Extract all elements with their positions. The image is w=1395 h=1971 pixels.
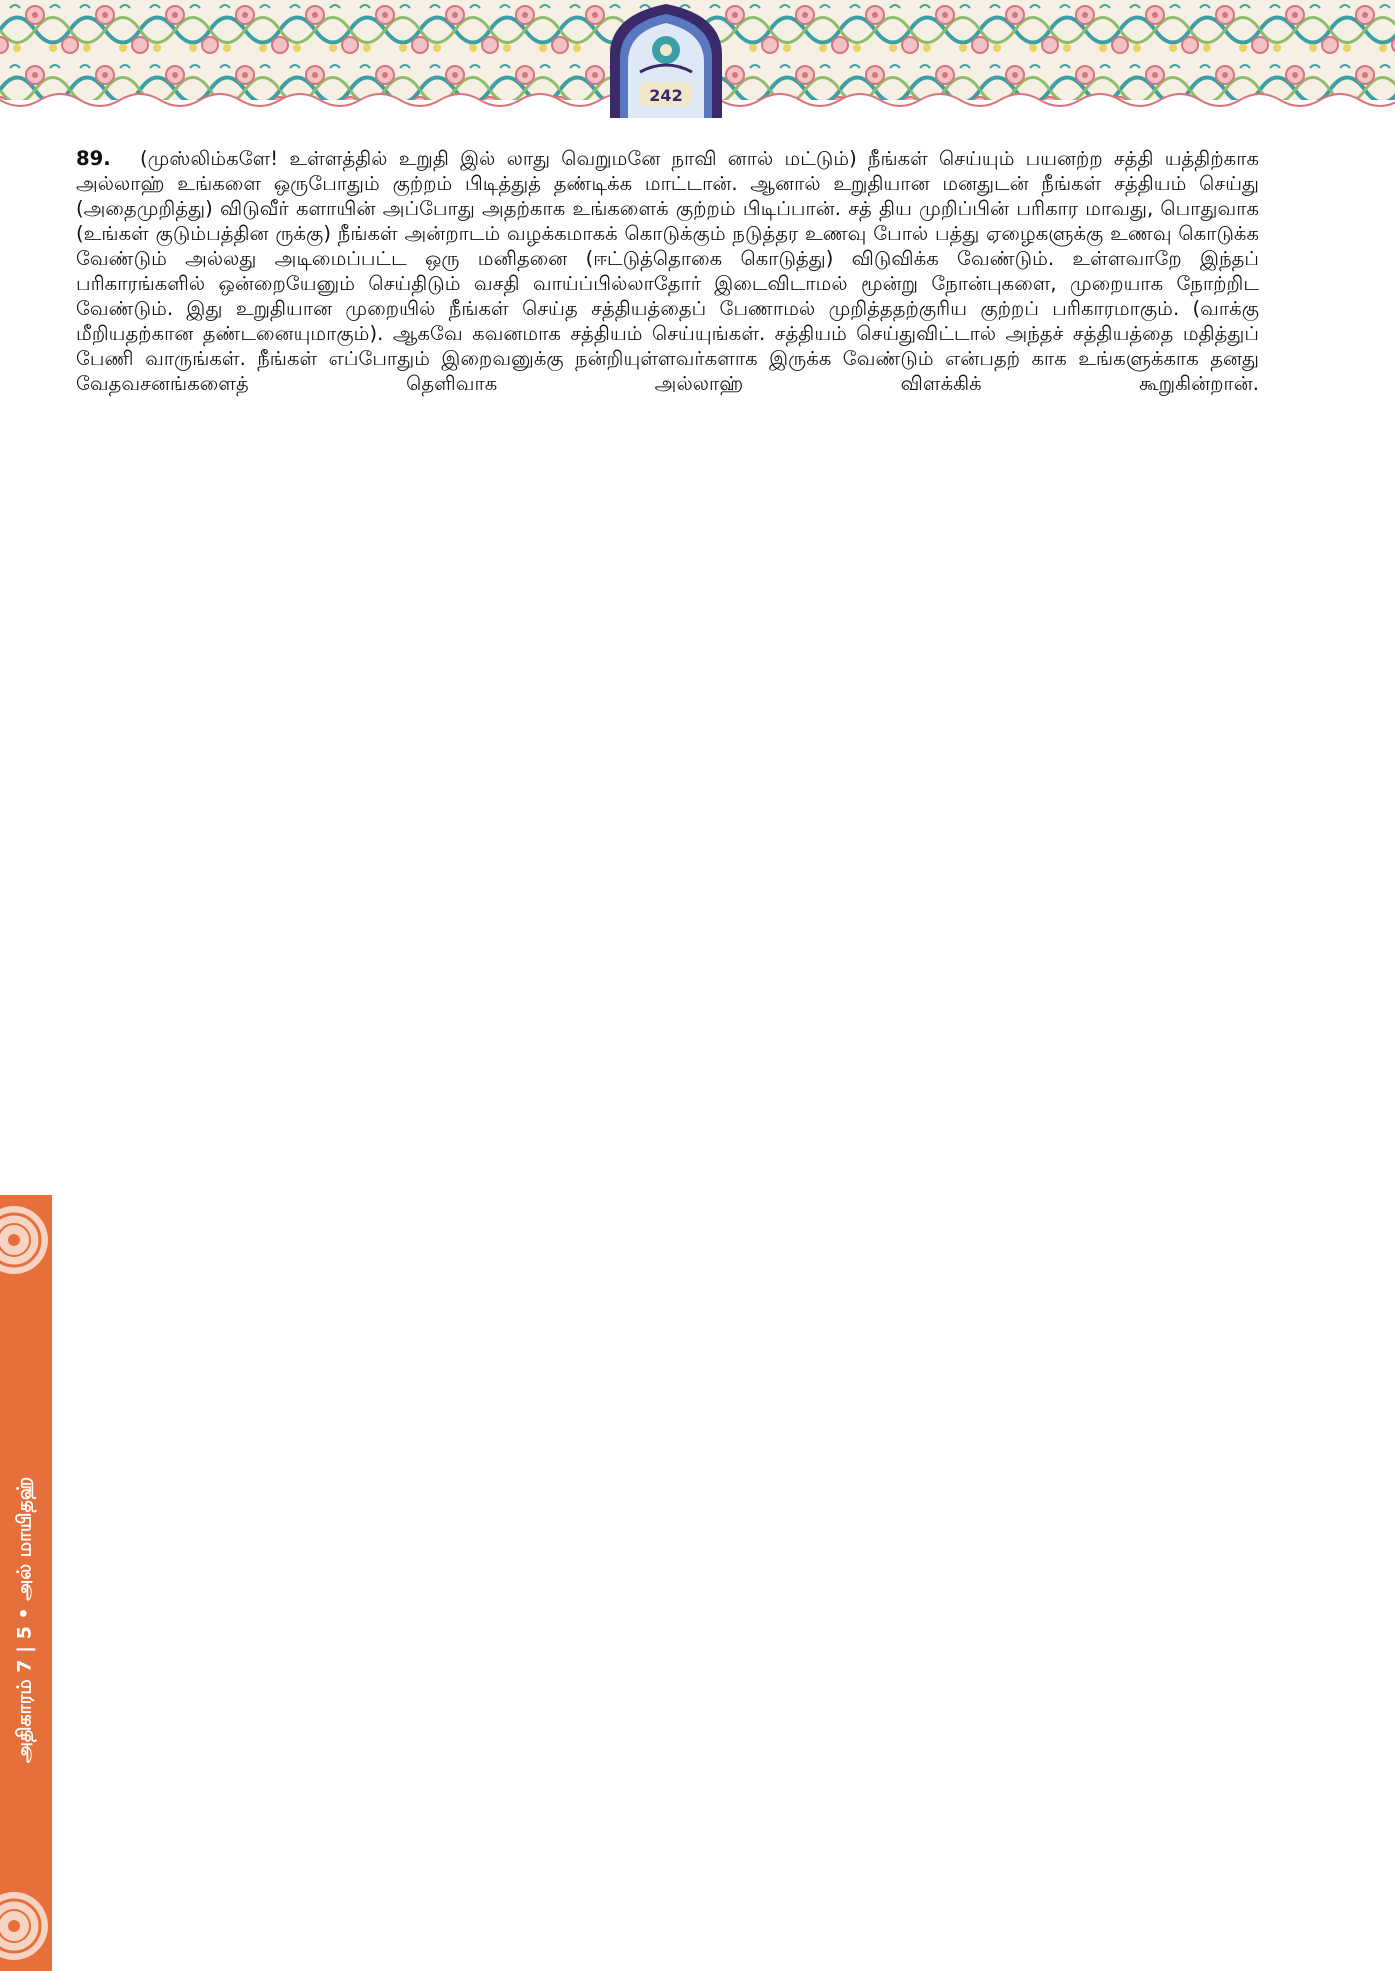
header-ornament-band [0,0,1395,118]
side-ornament-bottom-icon [0,1871,52,1971]
side-ornament-top-icon [0,1195,52,1285]
verse-paragraph [76,146,1259,396]
chapter-label: அதிகாரம் 7 | 5 • அல் மாயிதஹ் [13,1476,36,1764]
chapter-label-container [0,1440,52,1800]
verse-number: 89. [76,147,111,170]
floral-border-pattern [0,0,1395,118]
verse-text: (முஸ்லிம்களே! உள்ளத்தில் உறுதி இல் லாது வெறுமனே நாவி னால் மட்டும்) நீங்கள் செய்யும் பயனற்ற சத்தி யத்திற்காக அல்லாஹ் உங்களை ஒருபோதும் குற்றம் பிடித்துத் தண்டிக்க மாட்டான். ஆனால் உறுதியான மனதுடன் நீங்கள் சத்தியம் செய்து (அதைமுறித்து) விடுவீர் களாயின் அப்போது அதற்காக உங்களைக் குற்றம் பிடிப்பான். சத் திய முறிப்பின் பரிகார மாவது, பொதுவாக (உங்கள் குடும்பத்தின ருக்கு) நீங்கள் அன்றாடம் வழக்கமாகக் கொடுக்கும் நடுத்தர உணவு போல் பத்து ஏழைகளுக்கு உணவு கொடுக்க வேண்டும் அல்லது அடிமைப்பட்ட ஒரு மனிதனை (ஈட்டுத்தொகை கொடுத்து) விடுவிக்க வேண்டும். உள்ளவாறே இந்தப் பரிகாரங்களில் ஒன்றையேனும் செய்திடும் வசதி வாய்ப்பில்லாதோர் இடைவிடாமல் மூன்று நோன்புகளை, முறையாக நோற்றிட வேண்டும். இது உறுதியான முறையில் நீங்கள் செய்த சத்தியத்தைப் பேணாமல் முறித்ததற்குரிய குற்றப் பரிகாரமாகும். (வாக்கு மீறியதற்கான தண்டனையுமாகும்). ஆகவே கவனமாக சத்தியம் செய்யுங்கள். சத்தியம் செய்துவிட்டால் அந்தச் சத்தியத்தை மதித்துப் பேணி வாருங்கள். நீங்கள் எப்போதும் இறைவனுக்கு நன்றியுள்ளவர்களாக இருக்க வேண்டும் என்பதற் காக உங்களுக்காக தனது வேதவசனங்களைத் தெளிவாக அல்லாஹ் விளக்கிக் கூறுகின்றான். [76,147,1259,395]
page-number: 242 [649,86,683,105]
main-content [76,146,1259,396]
